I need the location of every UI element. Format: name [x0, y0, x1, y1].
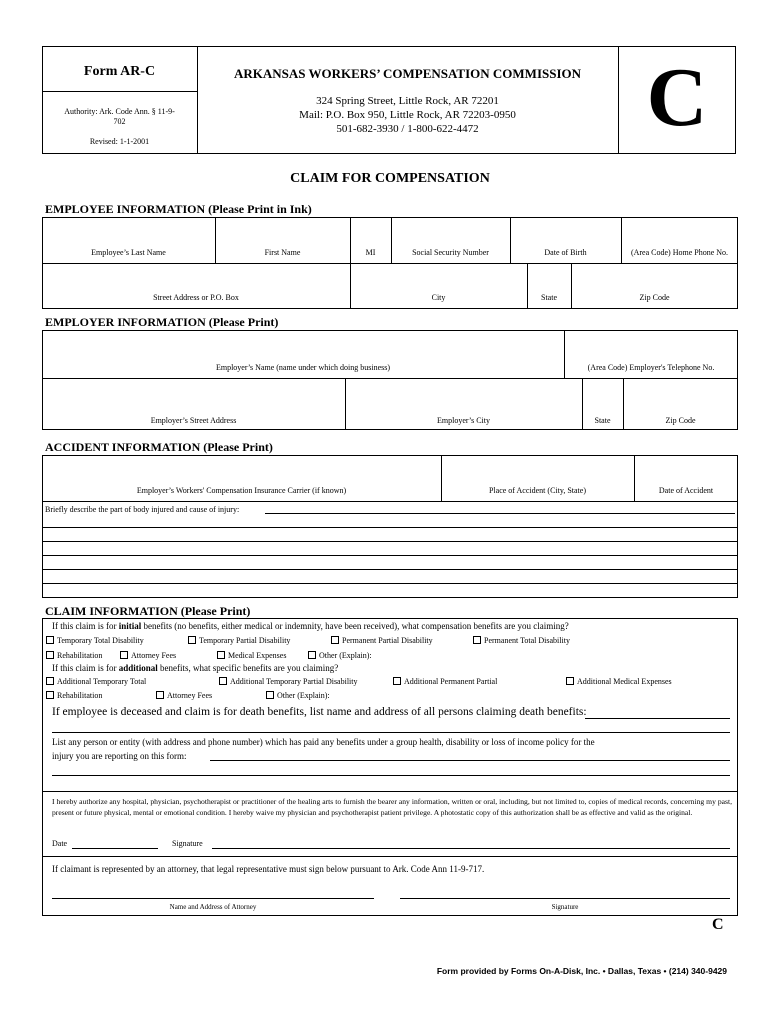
- form-letter: C: [646, 51, 708, 144]
- agency-address-2: Mail: P.O. Box 950, Little Rock, AR 72203-0950: [299, 109, 516, 121]
- employer-name-label: Employer’s Name (name under which doing business): [215, 363, 391, 372]
- employee-mi-label: MI: [365, 248, 376, 257]
- checkbox[interactable]: [188, 636, 196, 644]
- authorization-text: I hereby authorize any hospital, physician, psychotherapist or practitioner of the healing arts to furnish the bearer any information, written or oral, including, but not limited to, copies of medical records, concerning my past, present or future physical, mental or emotional condition. I hereby waive my physician and psychotherapist patient privilege. A photostatic copy of this authorization shall be as effective and valid as the original.: [52, 797, 732, 817]
- employer-state-label: State: [594, 416, 611, 425]
- opt-temporary-partial-disability[interactable]: Temporary Partial Disability: [188, 636, 290, 645]
- opt-temporary-total-disability[interactable]: Temporary Total Disability: [46, 636, 144, 645]
- checkbox[interactable]: [46, 651, 54, 659]
- attorney-name-line[interactable]: [52, 898, 374, 899]
- date-line[interactable]: [72, 848, 158, 849]
- employer-heading: EMPLOYER INFORMATION (Please Print): [45, 315, 279, 329]
- opt-additional-medical-expenses[interactable]: Additional Medical Expenses: [566, 677, 672, 686]
- group-benefits-line-1[interactable]: [210, 760, 730, 761]
- date-of-accident-label: Date of Accident: [658, 486, 714, 495]
- signature-line[interactable]: [212, 848, 730, 849]
- injury-description-label: Briefly describe the part of body injured and cause of injury:: [45, 505, 240, 514]
- checkbox[interactable]: [393, 677, 401, 685]
- group-benefits-question-2: injury you are reporting on this form:: [52, 751, 187, 761]
- opt-additional-rehabilitation[interactable]: Rehabilitation: [46, 691, 102, 700]
- checkbox[interactable]: [473, 636, 481, 644]
- authority: Authority: Ark. Code Ann. § 11-9-702: [64, 107, 175, 126]
- signature-label: Signature: [172, 839, 203, 848]
- opt-attorney-fees[interactable]: Attorney Fees: [120, 651, 176, 660]
- checkbox[interactable]: [219, 677, 227, 685]
- checkbox[interactable]: [46, 636, 54, 644]
- checkbox[interactable]: [308, 651, 316, 659]
- agency-address-1: 324 Spring Street, Little Rock, AR 72201: [316, 95, 499, 107]
- employee-street-label: Street Address or P.O. Box: [153, 293, 239, 302]
- death-benefits-line-2[interactable]: [52, 732, 730, 733]
- insurance-carrier-label: Employer’s Workers' Compensation Insurance Carrier (if known): [136, 486, 347, 495]
- attorney-signature-line[interactable]: [400, 898, 730, 899]
- opt-permanent-total-disability[interactable]: Permanent Total Disability: [473, 636, 570, 645]
- form-id: Form AR-C: [83, 64, 156, 79]
- opt-additional-attorney-fees[interactable]: Attorney Fees: [156, 691, 212, 700]
- footer-provider: Form provided by Forms On-A-Disk, Inc. • Dallas, Texas • (214) 340-9429: [436, 966, 727, 976]
- checkbox[interactable]: [46, 691, 54, 699]
- employee-ssn-label: Social Security Number: [412, 248, 489, 257]
- place-of-accident-label: Place of Accident (City, State): [488, 486, 586, 495]
- initial-benefits-question: If this claim is for initial benefits (no benefits, either medical or indemnity, have been received), what compensation benefits are you claiming?: [52, 621, 569, 631]
- group-benefits-question-1: List any person or entity (with address and phone number) which has paid any benefits under a group health, disability or loss of income policy for the: [52, 737, 595, 747]
- group-benefits-line-2[interactable]: [52, 775, 730, 776]
- opt-other-explain[interactable]: Other (Explain):: [308, 651, 372, 660]
- attorney-text: If claimant is represented by an attorney, that legal representative must sign below pursuant to Ark. Code Ann 11-9-717.: [52, 864, 485, 874]
- opt-permanent-partial-disability[interactable]: Permanent Partial Disability: [331, 636, 433, 645]
- death-benefits-question: If employee is deceased and claim is for death benefits, list name and address of all persons claiming death benefits:: [52, 706, 587, 718]
- opt-rehabilitation[interactable]: Rehabilitation: [46, 651, 102, 660]
- death-benefits-line-1[interactable]: [585, 718, 730, 719]
- employee-phone-label: (Area Code) Home Phone No.: [630, 248, 729, 257]
- employee-heading: EMPLOYEE INFORMATION (Please Print in Ink): [45, 202, 312, 216]
- employer-table: [42, 330, 738, 430]
- date-label: Date: [52, 839, 68, 848]
- opt-additional-permanent-partial[interactable]: Additional Permanent Partial: [393, 677, 497, 686]
- opt-additional-other-explain[interactable]: Other (Explain):: [266, 691, 330, 700]
- attorney-signature-label: Signature: [551, 903, 579, 911]
- checkbox[interactable]: [566, 677, 574, 685]
- checkbox[interactable]: [46, 677, 54, 685]
- footer-letter: C: [712, 916, 724, 933]
- opt-medical-expenses[interactable]: Medical Expenses: [217, 651, 286, 660]
- agency-name: ARKANSAS WORKERS’ COMPENSATION COMMISSION: [233, 66, 582, 81]
- agency-phones: 501-682-3930 / 1-800-622-4472: [336, 123, 479, 135]
- employee-last-name-label: Employee’s Last Name: [91, 248, 166, 257]
- opt-additional-temporary-partial[interactable]: Additional Temporary Partial Disability: [219, 677, 358, 686]
- additional-benefits-question: If this claim is for additional benefits, what specific benefits are you claiming?: [52, 663, 339, 673]
- employer-street-label: Employer’s Street Address: [150, 416, 237, 425]
- checkbox[interactable]: [331, 636, 339, 644]
- checkbox[interactable]: [120, 651, 128, 659]
- employee-city-label: City: [431, 293, 446, 302]
- checkbox[interactable]: [217, 651, 225, 659]
- checkbox[interactable]: [266, 691, 274, 699]
- checkbox[interactable]: [156, 691, 164, 699]
- claim-heading: CLAIM INFORMATION (Please Print): [45, 604, 251, 618]
- employer-city-label: Employer’s City: [437, 416, 490, 425]
- page-title: CLAIM FOR COMPENSATION: [290, 171, 490, 186]
- employer-phone-label: (Area Code) Employer's Telephone No.: [587, 363, 715, 372]
- opt-additional-temporary-total[interactable]: Additional Temporary Total: [46, 677, 146, 686]
- employee-dob-label: Date of Birth: [544, 248, 587, 257]
- accident-heading: ACCIDENT INFORMATION (Please Print): [45, 440, 273, 454]
- attorney-name-label: Name and Address of Attorney: [169, 903, 257, 911]
- employer-zip-label: Zip Code: [665, 416, 696, 425]
- employee-zip-label: Zip Code: [639, 293, 670, 302]
- revised-date: Revised: 1-1-2001: [89, 137, 150, 146]
- employee-state-label: State: [541, 293, 557, 302]
- employee-first-name-label: First Name: [264, 248, 301, 257]
